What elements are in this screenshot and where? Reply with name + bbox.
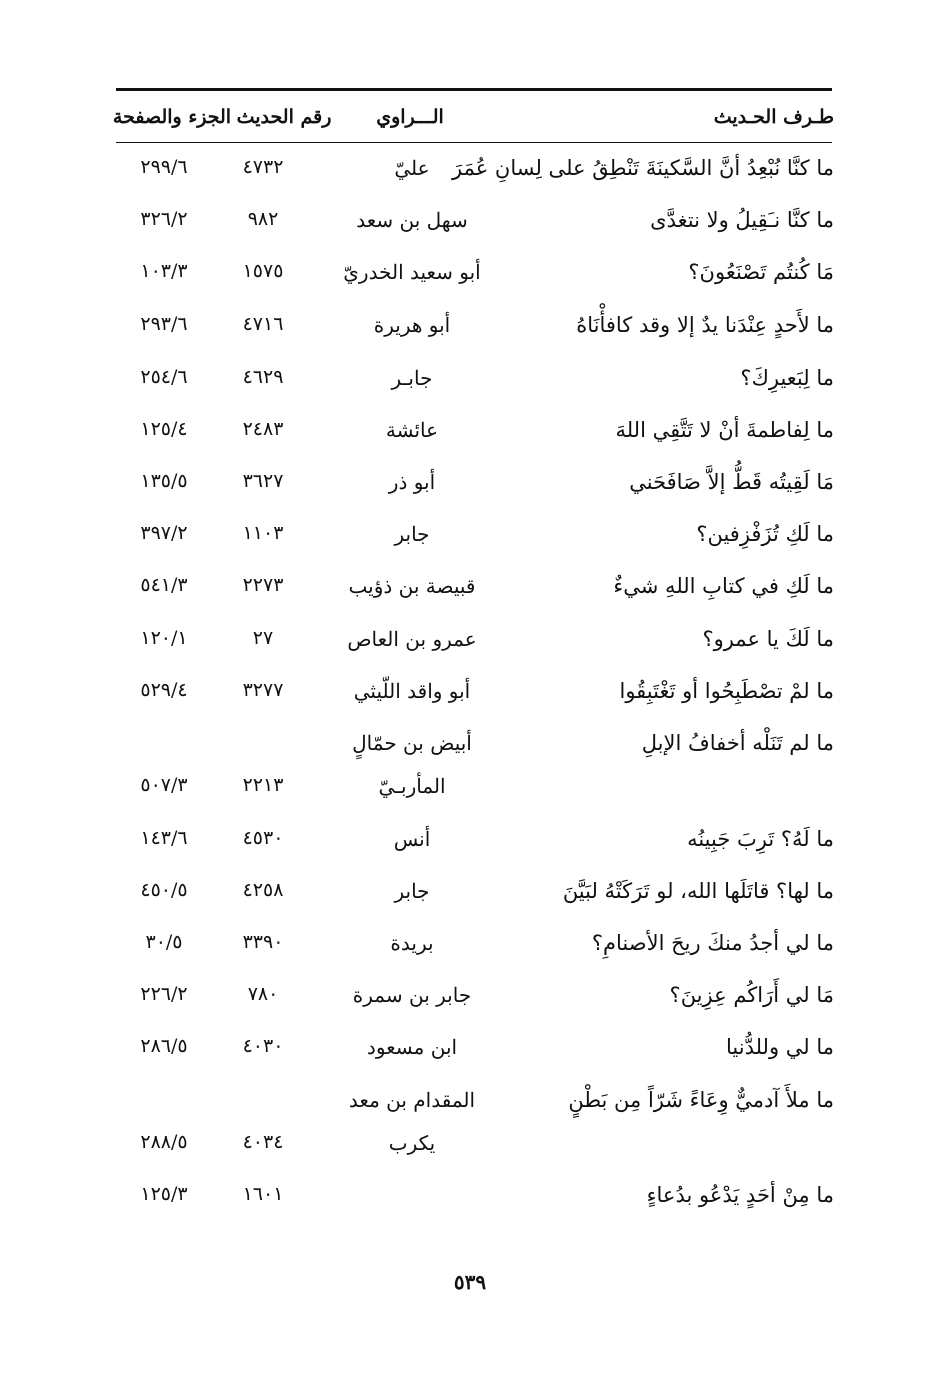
header-hadith-number: رقم الحديث: [236, 106, 332, 128]
row-hadith-text: ما لَكِ في كتابِ اللهِ شيءٌ: [613, 574, 834, 598]
row-narrator: أبو واقد اللّيثي: [353, 679, 471, 703]
row-volume-page: ٢٢٦/٢: [140, 983, 188, 1005]
row-hadith-text: مَا لَقِيتُه قَطُّ إلاَّ صَافَحَني: [629, 470, 834, 494]
row-volume-page: ٢٩٣/٦: [140, 313, 188, 335]
page-number: ٥٣٩: [453, 1270, 487, 1294]
row-hadith-text: ما لِبَعيرِكَ؟: [740, 366, 834, 390]
row-volume-page: ٥٠٧/٣: [140, 774, 188, 796]
row-hadith-number: ١٦٠١: [242, 1183, 284, 1205]
row-hadith-text: ما كنَّا نـَقِيلُ ولا نتغدَّى: [650, 208, 834, 232]
row-volume-page: ٣٠/٥: [145, 931, 183, 953]
row-volume-page: ٢٨٦/٥: [140, 1035, 188, 1057]
table-top-rule: [116, 88, 832, 91]
row-volume-page: ٣٩٧/٢: [140, 522, 188, 544]
row-volume-page: ٣٢٦/٢: [140, 208, 188, 230]
row-hadith-number: ٢٧: [252, 627, 274, 649]
row-volume-page: ٢٩٩/٦: [140, 156, 188, 178]
row-volume-page: ١٢٥/٣: [140, 1183, 188, 1205]
row-hadith-number: ٤٧٣٢: [242, 156, 284, 178]
row-narrator: جابـر: [391, 366, 433, 390]
row-hadith-text: ما لَهُ؟ تَرِبَ جَبِينُه: [687, 827, 834, 851]
row-hadith-number: ٤٧١٦: [242, 313, 284, 335]
row-hadith-text: مَا لي أَرَاكُم عِزِينَ؟: [669, 983, 834, 1007]
row-narrator: جابر: [394, 879, 430, 903]
row-narrator: جابر بن سمرة: [352, 983, 472, 1007]
row-narrator: أبو سعيد الخدريّ: [343, 260, 481, 284]
header-volume-page: الجزء والصفحة: [112, 106, 232, 128]
row-hadith-number: ٧٨٠: [247, 983, 279, 1005]
row-hadith-text: ما كنَّا نُبْعِدُ أنَّ السَّكينَةَ تَنْطِقُ على لِسانِ عُمَرَ: [452, 156, 834, 180]
row-volume-page: ١٢٥/٤: [140, 418, 188, 440]
row-hadith-number: ٩٨٢: [247, 208, 279, 230]
row-hadith-text: ما لها؟ قاتَلَها الله، لو تَرَكَتْهُ لبَيَّنَ: [562, 879, 834, 903]
row-hadith-text: ما لِفاطمةَ أنْ لا تَتَّقِي اللهَ: [615, 418, 834, 442]
row-volume-page: ٢٨٨/٥: [140, 1131, 188, 1153]
row-hadith-number: ٤٥٣٠: [242, 827, 284, 849]
row-volume-page: ٤٥٠/٥: [140, 879, 188, 901]
row-narrator: سهل بن سعد: [356, 208, 468, 232]
row-volume-page: ٢٥٤/٦: [140, 366, 188, 388]
row-hadith-number: ٢٢٧٣: [242, 574, 284, 596]
header-separator: [116, 142, 832, 143]
row-hadith-number: ٤٦٢٩: [242, 366, 284, 388]
row-hadith-text: ما لي أجدُ منكَ ريحَ الأصنامِ؟: [591, 931, 834, 955]
row-narrator: أبيض بن حمّالٍ: [352, 731, 472, 755]
row-hadith-number: ٤٢٥٨: [242, 879, 284, 901]
row-narrator: عائشة: [385, 418, 439, 442]
row-narrator: ابن مسعود: [366, 1035, 458, 1059]
row-narrator: بريدة: [390, 931, 434, 955]
header-narrator: الـــراوي: [376, 106, 444, 128]
row-narrator: أنس: [393, 827, 431, 851]
row-narrator: عليّ: [394, 156, 430, 180]
row-narrator: المأربـيّ: [378, 774, 446, 798]
row-hadith-text: ما لي وللدُّنيا: [726, 1035, 834, 1059]
row-volume-page: ١٢٠/١: [140, 627, 188, 649]
row-narrator: جابر: [394, 522, 430, 546]
row-hadith-text: ما لمْ تصْطَبِحُوا أو تَغْتَبِقُوا: [619, 679, 834, 703]
row-volume-page: ١٤٣/٦: [140, 827, 188, 849]
row-hadith-text: ما ملأَ آدميٌّ وِعَاءً شَرّاً مِن بَطْنٍ: [568, 1088, 834, 1112]
row-narrator: أبو هريرة: [373, 313, 451, 337]
row-hadith-text: ما لأَحدٍ عِنْدَنا يدٌ إلا وقد كافأْنَاهُ: [576, 313, 834, 337]
header-hadith: طـرف الحـديث: [713, 106, 834, 128]
row-narrator: المقدام بن معد: [348, 1088, 476, 1112]
row-narrator: يكرب: [388, 1131, 436, 1155]
row-hadith-number: ٢٢١٣: [242, 774, 284, 796]
row-hadith-number: ٤٠٣٠: [242, 1035, 284, 1057]
row-hadith-number: ٣٣٩٠: [242, 931, 284, 953]
row-narrator: عمرو بن العاص: [347, 627, 477, 651]
row-hadith-text: ما لَكَ يا عمرو؟: [702, 627, 834, 651]
row-narrator: أبو ذر: [388, 470, 436, 494]
row-hadith-number: ١١٠٣: [242, 522, 284, 544]
row-volume-page: ١٠٣/٣: [140, 260, 188, 282]
row-volume-page: ١٣٥/٥: [140, 470, 188, 492]
row-narrator: قبيصة بن ذؤيب: [348, 574, 476, 598]
row-hadith-number: ٣٦٢٧: [242, 470, 284, 492]
row-hadith-text: ما مِنْ أحَدٍ يَدْعُو بدُعاءٍ: [646, 1183, 834, 1207]
row-hadith-text: ما لم تَنَلْه أخفافُ الإبلِ: [641, 731, 834, 755]
row-hadith-number: ٤٠٣٤: [242, 1131, 284, 1153]
row-hadith-text: مَا كُنتُم تَصْنَعُونَ؟: [688, 260, 834, 284]
row-hadith-number: ٢٤٨٣: [242, 418, 284, 440]
row-volume-page: ٥٤١/٣: [140, 574, 188, 596]
row-volume-page: ٥٢٩/٤: [140, 679, 188, 701]
row-hadith-number: ٣٢٧٧: [242, 679, 284, 701]
row-hadith-number: ١٥٧٥: [242, 260, 284, 282]
row-hadith-text: ما لَكِ تُزَفْزِفين؟: [696, 522, 834, 546]
